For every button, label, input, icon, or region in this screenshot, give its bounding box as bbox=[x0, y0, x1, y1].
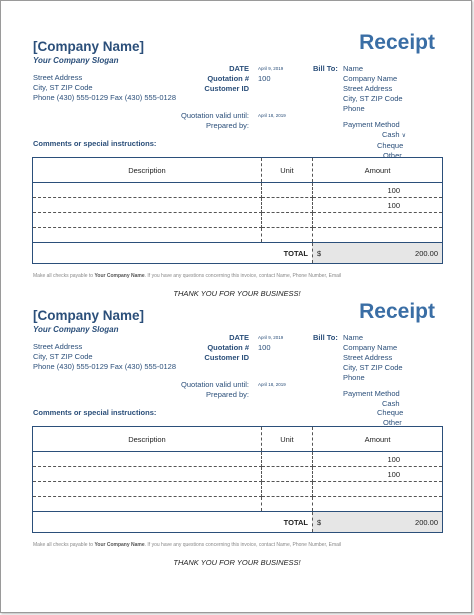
cell-amount[interactable] bbox=[312, 482, 442, 497]
quote-valid-value: April 18, 2019 bbox=[258, 382, 286, 387]
cell-amount[interactable] bbox=[312, 213, 442, 228]
bill-to bbox=[343, 333, 403, 383]
address-phone: Phone (430) 555-0129 Fax (430) 555-0128 bbox=[33, 93, 177, 102]
cell-unit[interactable] bbox=[261, 213, 312, 228]
quote-labels bbox=[161, 111, 249, 131]
cell-amount[interactable] bbox=[312, 228, 442, 243]
cell-description[interactable] bbox=[33, 228, 262, 243]
bill-to-label: Bill To: bbox=[313, 333, 338, 342]
bill-to-street: Street Address bbox=[343, 84, 393, 93]
quotation-label: Quotation # bbox=[207, 74, 249, 83]
meta-labels bbox=[191, 64, 249, 94]
date-label: DATE bbox=[229, 333, 249, 342]
quote-labels bbox=[161, 380, 249, 400]
header-unit: Unit bbox=[261, 158, 312, 183]
prepared-label: Prepared by: bbox=[206, 121, 249, 130]
bill-to-phone: Phone bbox=[343, 104, 365, 113]
comments-label: Comments or special instructions: bbox=[33, 408, 157, 417]
payment-option-cheque[interactable]: Cheque bbox=[377, 141, 404, 150]
company-slogan: Your Company Slogan bbox=[33, 56, 119, 65]
cell-amount[interactable]: 100 bbox=[312, 467, 442, 482]
address-city: City, ST ZIP Code bbox=[33, 352, 93, 361]
total-row bbox=[33, 243, 443, 264]
total-value: 200.00 bbox=[415, 248, 438, 258]
bill-to-company: Company Name bbox=[343, 343, 398, 352]
footer-company: Your Company Name bbox=[94, 273, 145, 279]
cell-amount[interactable]: 100 bbox=[312, 198, 442, 213]
table-row bbox=[33, 183, 443, 198]
quotation-value: 100 bbox=[258, 343, 271, 352]
receipt-title: Receipt bbox=[359, 31, 435, 54]
header-description: Description bbox=[33, 427, 262, 452]
bill-to-company: Company Name bbox=[343, 74, 398, 83]
bill-to-city: City, ST ZIP Code bbox=[343, 94, 403, 103]
meta-values bbox=[258, 333, 283, 353]
table-row bbox=[33, 213, 443, 228]
quote-valid-value: April 18, 2019 bbox=[258, 113, 286, 118]
date-label: DATE bbox=[229, 64, 249, 73]
payment-option-other[interactable]: Other bbox=[383, 150, 402, 160]
table-header bbox=[33, 158, 443, 183]
items-table bbox=[32, 157, 443, 264]
table-row bbox=[33, 228, 443, 243]
quotation-label: Quotation # bbox=[207, 343, 249, 352]
address-city: City, ST ZIP Code bbox=[33, 83, 93, 92]
currency-symbol: $ bbox=[316, 517, 322, 527]
company-name: [Company Name] bbox=[33, 39, 145, 54]
quote-values bbox=[258, 111, 286, 121]
payment-method bbox=[343, 389, 403, 427]
cell-description[interactable] bbox=[33, 198, 262, 213]
table-header bbox=[33, 427, 443, 452]
total-amount bbox=[312, 243, 442, 264]
bill-to bbox=[343, 64, 403, 114]
company-name: [Company Name] bbox=[33, 308, 145, 323]
company-slogan: Your Company Slogan bbox=[33, 325, 119, 334]
cell-amount[interactable]: 100 bbox=[312, 183, 442, 198]
table-row bbox=[33, 482, 443, 497]
total-value: 200.00 bbox=[415, 517, 438, 527]
header-description: Description bbox=[33, 158, 262, 183]
items-table bbox=[32, 426, 443, 533]
cell-description[interactable] bbox=[33, 183, 262, 198]
table-row bbox=[33, 467, 443, 482]
customer-label: Customer ID bbox=[204, 84, 249, 93]
thank-you-message: THANK YOU FOR YOUR BUSINESS! bbox=[173, 558, 301, 567]
cell-unit[interactable] bbox=[261, 467, 312, 482]
header-amount: Amount bbox=[312, 158, 442, 183]
meta-values bbox=[258, 64, 283, 84]
total-row bbox=[33, 512, 443, 533]
cell-amount[interactable]: 100 bbox=[312, 452, 442, 467]
quote-valid-label: Quotation valid until: bbox=[181, 380, 249, 389]
quote-valid-label: Quotation valid until: bbox=[181, 111, 249, 120]
prepared-label: Prepared by: bbox=[206, 390, 249, 399]
table-row bbox=[33, 497, 443, 512]
date-value: April 9, 2019 bbox=[258, 335, 284, 340]
cell-unit[interactable] bbox=[261, 497, 312, 512]
payment-method-label: Payment Method bbox=[343, 120, 400, 129]
receipt-2 bbox=[1, 300, 472, 600]
total-label: TOTAL bbox=[33, 512, 313, 533]
payment-option-other[interactable]: Other bbox=[383, 417, 402, 427]
company-address bbox=[33, 73, 176, 103]
address-street: Street Address bbox=[33, 342, 83, 351]
cell-description[interactable] bbox=[33, 497, 262, 512]
footer-note: Make all checks payable to Your Company Name. If you have any questions concerning this invoice, contact Name, Phone Number, Email bbox=[33, 273, 342, 279]
address-street: Street Address bbox=[33, 73, 83, 82]
bill-to-street: Street Address bbox=[343, 353, 393, 362]
receipt-1 bbox=[1, 31, 472, 331]
cell-unit[interactable] bbox=[261, 482, 312, 497]
customer-label: Customer ID bbox=[204, 353, 249, 362]
thank-you-message: THANK YOU FOR YOUR BUSINESS! bbox=[173, 289, 301, 298]
receipt-title: Receipt bbox=[359, 300, 435, 323]
cell-unit[interactable] bbox=[261, 452, 312, 467]
bill-to-name: Name bbox=[343, 64, 364, 73]
bill-to-name: Name bbox=[343, 333, 364, 342]
date-value: April 9, 2019 bbox=[258, 66, 284, 71]
cell-description[interactable] bbox=[33, 467, 262, 482]
cell-unit[interactable] bbox=[261, 198, 312, 213]
table-row bbox=[33, 452, 443, 467]
cell-description[interactable] bbox=[33, 213, 262, 228]
table-row bbox=[33, 198, 443, 213]
cell-amount[interactable] bbox=[312, 497, 442, 512]
payment-method-label: Payment Method bbox=[343, 389, 400, 398]
header-unit: Unit bbox=[261, 427, 312, 452]
chevron-down-icon: ∨ bbox=[401, 132, 407, 139]
payment-method bbox=[343, 120, 406, 160]
meta-labels bbox=[191, 333, 249, 363]
comments-label: Comments or special instructions: bbox=[33, 139, 157, 148]
payment-option-cheque[interactable]: Cheque bbox=[377, 408, 404, 417]
company-address bbox=[33, 342, 176, 372]
currency-symbol: $ bbox=[316, 248, 322, 258]
cell-description[interactable] bbox=[33, 482, 262, 497]
bill-to-city: City, ST ZIP Code bbox=[343, 363, 403, 372]
cell-unit[interactable] bbox=[261, 183, 312, 198]
quote-values bbox=[258, 380, 286, 390]
bill-to-phone: Phone bbox=[343, 373, 365, 382]
address-phone: Phone (430) 555-0129 Fax (430) 555-0128 bbox=[33, 362, 177, 371]
total-amount bbox=[312, 512, 442, 533]
cell-unit[interactable] bbox=[261, 228, 312, 243]
payment-option-cash[interactable]: Cash bbox=[382, 398, 400, 408]
cell-description[interactable] bbox=[33, 452, 262, 467]
quotation-value: 100 bbox=[258, 74, 271, 83]
footer-company: Your Company Name bbox=[94, 542, 145, 548]
bill-to-label: Bill To: bbox=[313, 64, 338, 73]
header-amount: Amount bbox=[312, 427, 442, 452]
footer-note: Make all checks payable to Your Company Name. If you have any questions concerning this invoice, contact Name, Phone Number, Email bbox=[33, 542, 342, 548]
payment-option-cash[interactable]: Cash ∨ bbox=[382, 129, 407, 139]
total-label: TOTAL bbox=[33, 243, 313, 264]
